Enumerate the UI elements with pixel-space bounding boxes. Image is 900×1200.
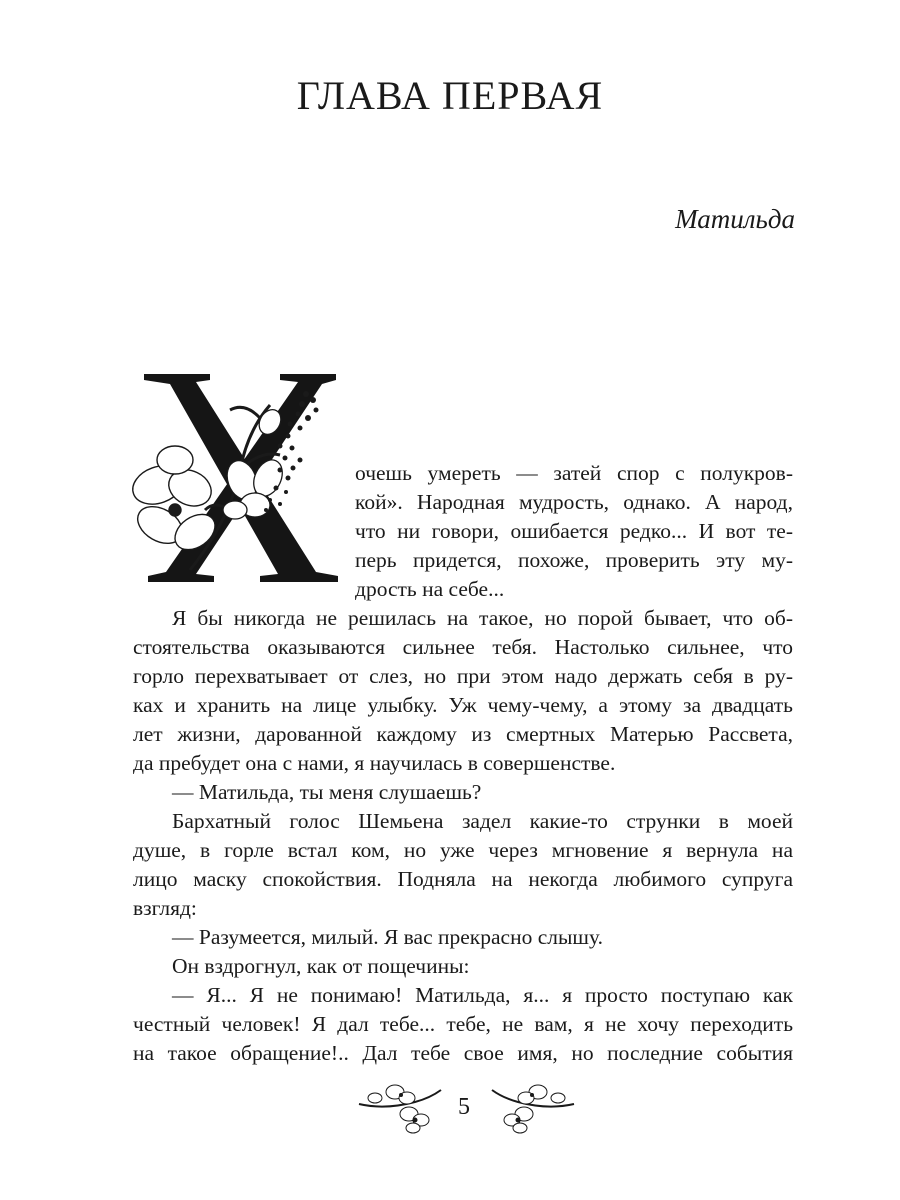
text-line: что ни говори, ошибается редко... И вот те-: [355, 519, 793, 543]
text-line: Я бы никогда не решилась на такое, но порой бывает, что об-: [172, 606, 793, 630]
text-line: да пребудет она с нами, я научилась в совершенстве.: [133, 751, 616, 775]
footer-ornament-right: [488, 1076, 578, 1136]
text-line: взгляд:: [133, 896, 197, 920]
text-line: Бархатный голос Шемьена задел какие-то струнки в моей: [172, 809, 793, 833]
text-line: ках и хранить на лице улыбку. Уж чему-чему, а этому за двадцать: [133, 693, 793, 717]
chapter-title: ГЛАВА ПЕРВАЯ: [296, 73, 604, 118]
footer-ornament-left: [355, 1076, 445, 1136]
text-line: Он вздрогнул, как от пощечины:: [172, 954, 470, 978]
text-line: лет жизни, дарованной каждому из смертных Матерью Рассвета,: [133, 722, 793, 746]
flower-large: [130, 446, 222, 557]
dropcap-floral-x: [130, 360, 355, 595]
pov-character-name: Матильда: [675, 204, 795, 234]
text-line: честный человек! Я дал тебе... тебе, не вам, я не хочу переходить: [133, 1012, 793, 1036]
text-line: перь придется, похоже, проверить эту му-: [355, 548, 793, 572]
text-line: — Матильда, ты меня слушаешь?: [172, 780, 482, 804]
text-line: дрость на себе...: [355, 577, 505, 601]
text-line: кой». Народная мудрость, однако. А народ,: [355, 490, 793, 514]
page-number: 5: [458, 1094, 470, 1120]
text-line: очешь умереть — затей спор с полукров-: [355, 461, 793, 485]
text-line: горло перехватывает от слез, но при этом надо держать себя в ру-: [133, 664, 793, 688]
text-line: — Разумеется, милый. Я вас прекрасно слышу.: [172, 925, 603, 949]
text-line: душе, в горле встал ком, но уже через мгновение я вернула на: [133, 838, 793, 862]
text-line: стоятельства оказываются сильнее тебя. Настолько сильнее, что: [133, 635, 793, 659]
text-line: лицо маску спокойствия. Подняла на некогда любимого супруга: [133, 867, 793, 891]
text-line: на такое обращение!.. Дал тебе свое имя, но последние события: [133, 1041, 793, 1065]
text-line: — Я... Я не понимаю! Матильда, я... я просто поступаю как: [172, 983, 793, 1007]
